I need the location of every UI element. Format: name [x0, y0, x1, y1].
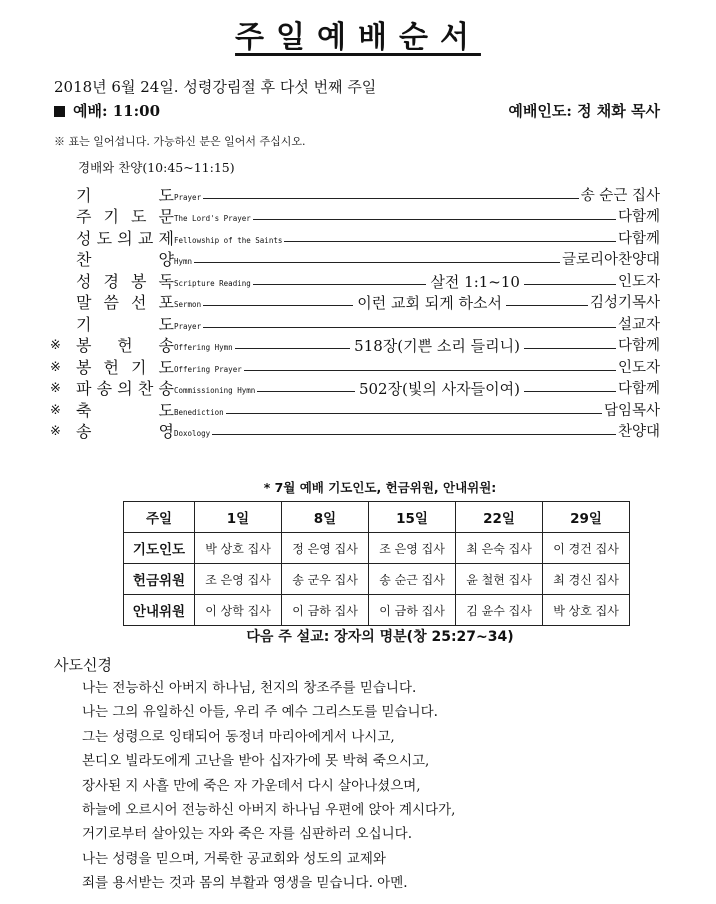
next-sermon: 다음 주 설교: 장자의 명분(창 25:27~34) [246, 629, 514, 645]
order-item-name-char: 영 [158, 422, 174, 441]
order-item-person: 인도자 [617, 273, 660, 290]
order-item-english: Prayer [174, 321, 202, 331]
order-item-name-char: 봉 [76, 336, 92, 355]
duty-assignee-cell: 최 은숙 집사 [456, 533, 543, 564]
order-item [50, 355, 660, 377]
leader-line [253, 284, 427, 285]
creed-line: 나는 그의 유일하신 아들, 우리 주 예수 그리스도를 믿습니다. [82, 704, 438, 721]
duty-table-header-cell: 주일 [124, 502, 195, 533]
leader-line [212, 434, 616, 435]
order-item-content: 살전 1:1~10 [430, 272, 520, 291]
duty-table-header-cell: 15일 [369, 502, 456, 533]
order-item-person: 김성기목사 [589, 295, 660, 311]
order-item-name-char: 기 [131, 357, 147, 377]
order-item-english: Hymn [174, 257, 193, 266]
leader-line [194, 262, 560, 263]
order-item-name-char: 헌 [103, 357, 119, 377]
duty-assignee-cell: 송 순근 집사 [369, 564, 456, 595]
order-item-name-char: 성 [76, 271, 92, 291]
duty-assignee-cell: 윤 철현 집사 [456, 564, 543, 595]
order-item-name-char: 도 [158, 185, 174, 205]
duty-table-header-cell: 29일 [543, 502, 630, 533]
order-item [50, 269, 660, 291]
duty-assignee-cell: 정 은영 집사 [282, 533, 369, 564]
order-item-name [76, 208, 174, 226]
duty-table [123, 501, 630, 626]
leader-line [506, 305, 588, 306]
order-item-person: 다함께 [617, 230, 660, 247]
leader-line [235, 348, 350, 349]
order-item-name-char: 찬 [76, 250, 92, 269]
order-item-english: Fellowship of the Saints [174, 235, 283, 245]
order-item-person: 다함께 [617, 209, 660, 225]
table-row [124, 595, 630, 626]
order-item-name-char: 송 [158, 379, 174, 398]
order-item-name [76, 273, 174, 291]
order-item-english: Commissioning Hymn [174, 386, 256, 395]
order-item [50, 334, 660, 356]
order-item-name-char: 도 [158, 400, 174, 420]
duty-assignee-cell: 이 경건 집사 [543, 533, 630, 564]
creed-line: 그는 성령으로 잉태되어 동정녀 마리아에게서 나시고, [82, 728, 395, 745]
order-item-person: 송 순근 집사 [580, 187, 660, 204]
order-item-name-char: 양 [158, 250, 174, 269]
order-item-name-char: 의 [117, 228, 133, 248]
duty-assignee-cell: 이 금하 집사 [369, 595, 456, 626]
duty-table-header [124, 502, 630, 533]
table-row [124, 533, 630, 564]
order-item-person: 설교자 [617, 316, 660, 333]
order-item-english: Doxology [174, 429, 211, 438]
order-item [50, 398, 660, 420]
creed-line: 나는 성령을 믿으며, 거룩한 공교회와 성도의 교제와 [82, 850, 386, 867]
order-item-name-char: 교 [137, 228, 154, 248]
order-item-name-char: 포 [158, 293, 174, 312]
order-item-name-char: 봉 [131, 271, 147, 291]
order-item-person: 인도자 [617, 359, 660, 376]
order-item-name-char: 헌 [117, 336, 133, 355]
order-item-name [76, 187, 174, 205]
leader-line [203, 305, 353, 306]
order-item-person: 글로리아찬양대 [561, 252, 660, 268]
order-item-name-char: 찬 [137, 379, 154, 398]
standing-mark: ※ [50, 338, 61, 353]
order-item-name-char: 축 [76, 400, 92, 420]
standing-mark: ※ [50, 381, 61, 396]
leader-line [524, 348, 616, 349]
duty-assignee-cell: 송 군우 집사 [282, 564, 369, 595]
order-item-name-char: 도 [158, 357, 174, 377]
date-line: 2018년 6월 24일. 성령강림절 후 다섯 번째 주일 [54, 78, 377, 96]
leader-line [524, 284, 616, 285]
creed-line: 나는 전능하신 아버지 하나님, 천지의 창조주를 믿습니다. [82, 680, 417, 696]
order-item [50, 226, 660, 248]
duty-assignee-cell: 이 금하 집사 [282, 595, 369, 626]
order-item-name [76, 316, 174, 334]
order-item-content: 518장(기쁜 소리 들리니) [354, 337, 520, 355]
standing-mark: ※ [50, 359, 61, 375]
order-item-english: Offering Prayer [174, 364, 242, 374]
order-item-name-char: 경 [103, 271, 119, 291]
leader-line [284, 241, 616, 242]
order-item-name-char: 도 [158, 314, 174, 334]
order-of-worship [50, 183, 660, 441]
leader-line [244, 370, 616, 371]
order-item-name [76, 359, 174, 377]
order-item-name [76, 423, 174, 441]
duty-assignee-cell: 박 상호 집사 [195, 533, 282, 564]
order-item-name-char: 봉 [76, 357, 92, 377]
order-item-name-char: 성 [76, 228, 92, 248]
duty-assignee-cell: 이 상학 집사 [195, 595, 282, 626]
creed-line: 죄를 용서받는 것과 몸의 부활과 영생을 믿습니다. 아멘. [82, 875, 408, 892]
order-item-name-char: 제 [158, 228, 174, 248]
duty-table-title: * 7월 예배 기도인도, 헌금위원, 안내위원: [263, 480, 497, 495]
order-item [50, 312, 660, 334]
order-item-name [76, 230, 174, 248]
duty-role-label: 안내위원 [124, 595, 195, 626]
order-item-name-char: 송 [158, 336, 174, 355]
order-item-english: Offering Hymn [174, 343, 233, 352]
creed-line: 거기로부터 살아있는 자와 죽은 자를 심판하러 오십니다. [82, 826, 412, 843]
order-item-english: The Lord's Prayer [174, 214, 251, 223]
service-time: 예배: 11:00 [73, 102, 161, 120]
service-leader: 예배인도: 정 채화 목사 [508, 102, 660, 120]
order-item-name [76, 380, 174, 398]
order-item-name-char: 기 [76, 314, 92, 334]
order-item-name-char: 문 [158, 207, 174, 226]
order-item-name [76, 294, 174, 312]
order-item-name-char: 의 [117, 379, 133, 398]
duty-assignee-cell: 조 은영 집사 [369, 533, 456, 564]
duty-assignee-cell: 조 은영 집사 [195, 564, 282, 595]
leader-line [253, 219, 616, 220]
order-item-name [76, 251, 174, 269]
order-item-name-char: 도 [96, 228, 113, 248]
order-item-person: 다함께 [617, 381, 660, 397]
order-item-name-char: 송 [76, 422, 92, 441]
order-item-name [76, 402, 174, 420]
order-item-person: 찬양대 [617, 424, 660, 440]
order-item [50, 183, 660, 205]
duty-table-header-cell: 22일 [456, 502, 543, 533]
duty-table-header-cell: 8일 [282, 502, 369, 533]
leader-line [203, 198, 579, 199]
standing-mark: ※ [50, 402, 61, 418]
order-item-name-char: 선 [131, 293, 147, 312]
apostles-creed [82, 678, 455, 898]
order-item-name-char: 기 [103, 207, 119, 226]
duty-assignee-cell: 김 윤수 집사 [456, 595, 543, 626]
service-info-row [54, 100, 660, 121]
leader-line [524, 391, 616, 392]
order-item-name-char: 독 [158, 271, 174, 291]
page-title: 주일예배순서 [235, 20, 481, 55]
order-item [50, 420, 660, 442]
duty-table-header-cell: 1일 [195, 502, 282, 533]
order-item-name-char: 파 [76, 379, 92, 398]
duty-role-label: 헌금위원 [124, 564, 195, 595]
duty-role-label: 기도인도 [124, 533, 195, 564]
order-item-name-char: 말 [76, 293, 92, 312]
order-item [50, 377, 660, 399]
leader-line [203, 327, 616, 328]
order-item-content: 502장(빛의 사자들이여) [358, 380, 520, 398]
order-item-name-char: 기 [76, 185, 92, 205]
leader-line [257, 391, 355, 392]
order-item-name-char: 송 [96, 379, 113, 398]
order-item-person: 담임목사 [603, 402, 660, 419]
creed-line: 본디오 빌라도에게 고난을 받아 십자가에 못 박혀 죽으시고, [82, 753, 430, 770]
order-item-person: 다함께 [617, 338, 660, 354]
order-item-name-char: 씀 [103, 293, 119, 312]
order-item-name-char: 주 [76, 207, 92, 226]
order-item [50, 205, 660, 227]
leader-line [226, 413, 602, 414]
duty-assignee-cell: 박 상호 집사 [543, 595, 630, 626]
order-item-name-char: 도 [131, 207, 147, 226]
order-item-name [76, 337, 174, 355]
order-item-english: Benediction [174, 407, 224, 417]
order-item-content: 이런 교회 되게 하소서 [357, 294, 502, 312]
order-item-english: Prayer [174, 192, 202, 202]
table-row [124, 564, 630, 595]
order-item [50, 248, 660, 270]
square-bullet-icon [54, 106, 65, 117]
order-item-english: Sermon [174, 300, 202, 309]
creed-line: 하늘에 오르시어 전능하신 아버지 하나님 우편에 앉아 계시다가, [82, 801, 456, 818]
standing-notice: ※ 표는 일어섭니다. 가능하신 분은 일어서 주십시오. [54, 135, 306, 148]
order-item [50, 291, 660, 313]
duty-assignee-cell: 최 경신 집사 [543, 564, 630, 595]
standing-mark: ※ [50, 424, 61, 439]
creed-line: 장사된 지 사흘 만에 죽은 자 가운데서 다시 살아나셨으며, [82, 777, 421, 794]
creed-title: 사도신경 [54, 656, 112, 674]
order-item-english: Scripture Reading [174, 278, 251, 288]
praise-time: 경배와 찬양(10:45~11:15) [78, 160, 235, 175]
